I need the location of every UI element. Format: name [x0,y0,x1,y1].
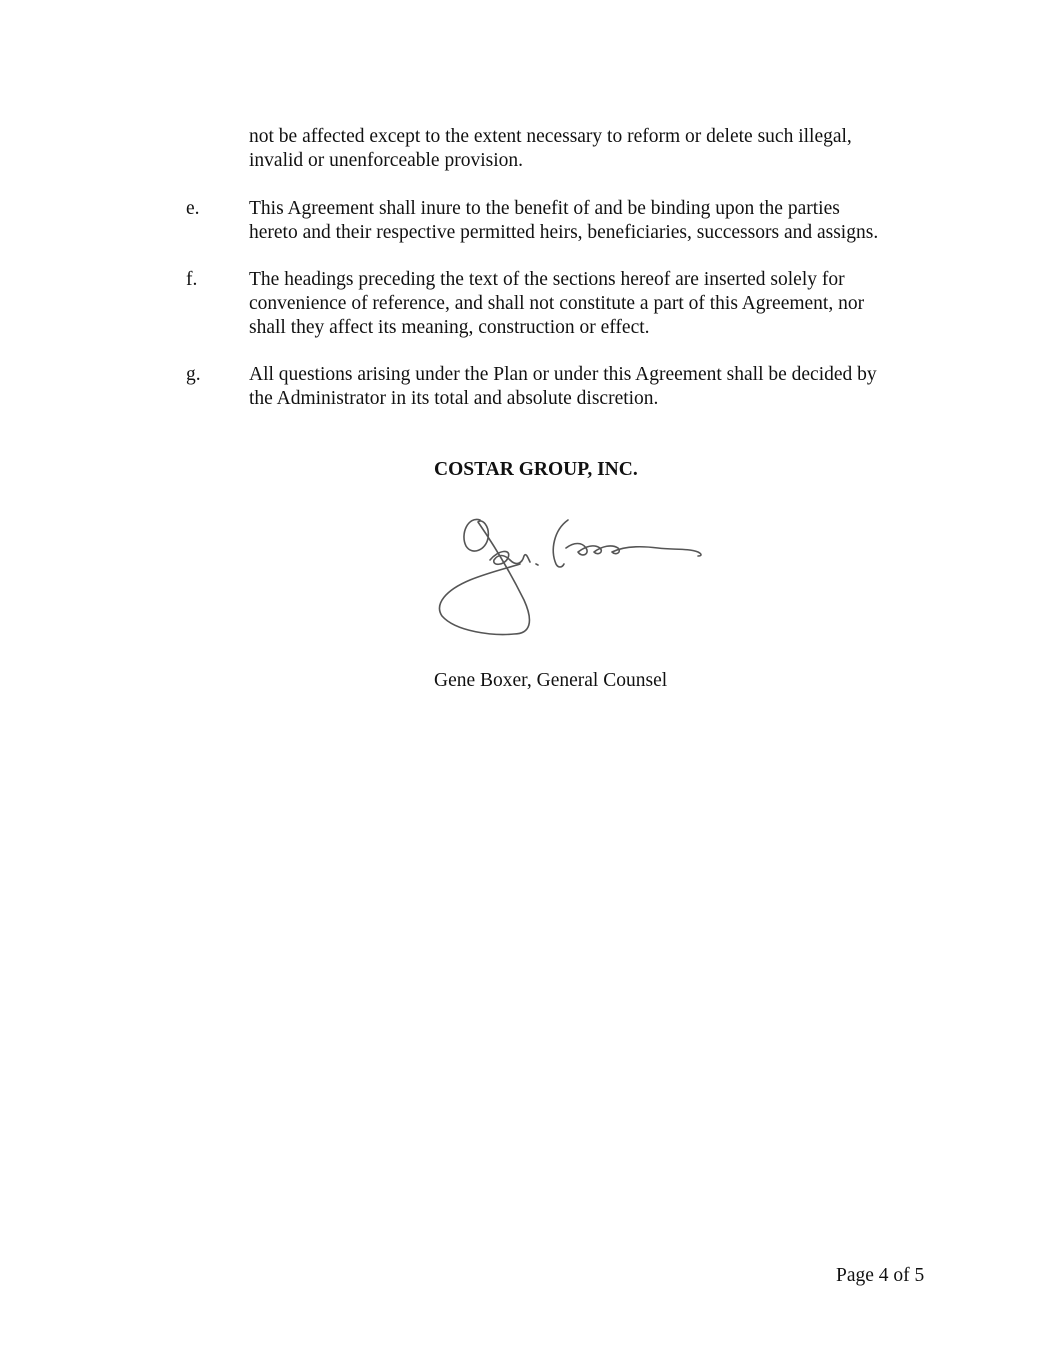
clause-marker-g: g. [186,364,201,385]
page-number: Page 4 of 5 [836,1265,925,1286]
text-line: convenience of reference, and shall not constitute a part of this Agreement, nor [249,293,865,314]
text-line: invalid or unenforceable provision. [249,150,523,171]
clause-marker-f: f. [186,269,198,290]
clause-marker-e: e. [186,198,200,219]
clause-f-text [249,268,949,340]
handwritten-signature [432,508,712,648]
company-name: COSTAR GROUP, INC. [434,459,638,480]
continued-paragraph [249,125,949,173]
text-line: The headings preceding the text of the sections hereof are inserted solely for [249,269,845,290]
clause-g-text [249,363,949,411]
signer-name-title: Gene Boxer, General Counsel [434,670,668,691]
text-line: hereto and their respective permitted heirs, beneficiaries, successors and assigns. [249,222,879,243]
text-line: not be affected except to the extent necessary to reform or delete such illegal, [249,126,852,147]
text-line: This Agreement shall inure to the benefit of and be binding upon the parties [249,198,840,219]
text-line: shall they affect its meaning, construction or effect. [249,317,650,338]
clause-e-text [249,197,949,245]
text-line: the Administrator in its total and absolute discretion. [249,388,659,409]
text-line: All questions arising under the Plan or under this Agreement shall be decided by [249,364,877,385]
